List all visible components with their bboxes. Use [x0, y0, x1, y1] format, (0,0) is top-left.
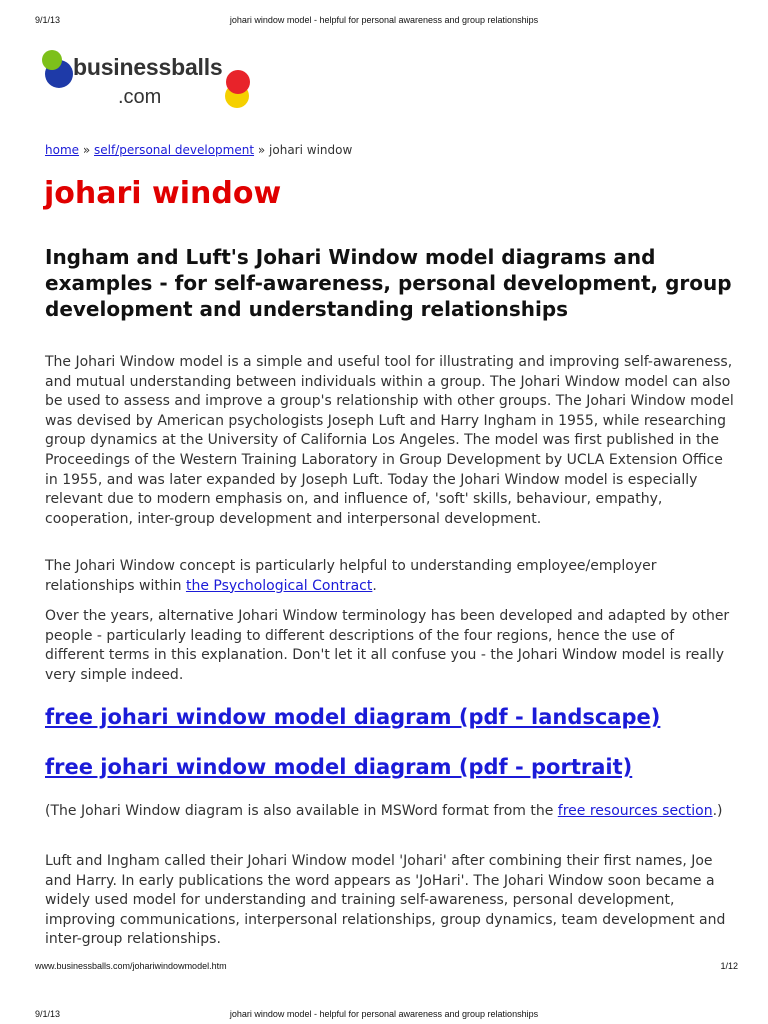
paragraph-text: .)	[712, 803, 723, 819]
terminology-paragraph: Over the years, alternative Johari Window terminology has been developed and adapted by other people - particularly leading to different descriptions of the four regions, hence the use of different terms in this explanation. Don't let it all confuse you - the Johari Window model is really very simple indeed.	[45, 608, 730, 683]
logo-dot-green	[42, 50, 62, 70]
psychological-contract-paragraph	[45, 557, 735, 596]
logo-name: businessballs	[73, 54, 223, 80]
print-title: johari window model - helpful for personal awareness and group relationships	[229, 1009, 539, 1019]
pdf-landscape-link[interactable]: free johari window model diagram (pdf - landscape)	[45, 705, 661, 729]
paragraph-text: The Johari Window concept is particularly helpful to understanding employee/employer relationships within	[45, 558, 657, 594]
breadcrumb-section-link[interactable]: self/personal development	[94, 143, 255, 157]
businessballs-logo[interactable]	[42, 48, 257, 114]
logo-suffix: .com	[118, 86, 162, 108]
msword-paragraph	[45, 802, 735, 822]
pdf-portrait-link[interactable]: free johari window model diagram (pdf - portrait)	[45, 755, 633, 779]
page-subtitle: Ingham and Luft's Johari Window model diagrams and examples - for self-awareness, personal development, group development and understanding relationships	[45, 245, 732, 321]
print-url: www.businessballs.com/johariwindowmodel.htm	[35, 961, 227, 971]
breadcrumb-separator: »	[254, 143, 270, 157]
logo-dot-red	[226, 70, 250, 94]
breadcrumb-current: johari window	[269, 143, 353, 157]
psychological-contract-link[interactable]: the Psychological Contract	[185, 577, 373, 594]
print-title: johari window model - helpful for personal awareness and group relationships	[229, 15, 539, 25]
breadcrumb	[45, 143, 352, 157]
page-title: johari window	[44, 176, 282, 211]
print-date: 9/1/13	[35, 15, 61, 25]
paragraph-text: .	[372, 577, 377, 594]
print-date: 9/1/13	[35, 1009, 61, 1019]
paragraph-text: (The Johari Window diagram is also available in MSWord format from the	[45, 803, 558, 819]
breadcrumb-home-link[interactable]: home	[45, 143, 80, 157]
intro-paragraph: The Johari Window model is a simple and useful tool for illustrating and improving self-awareness, and mutual understanding between individuals within a group. The Johari Window model can also be used to assess and improve a group's relationship with other groups. The Johari Window model was devised by American psychologists Joseph Luft and Harry Ingham in 1955, while researching group dynamics at the University of California Los Angeles. The model was first published in the Proceedings of the Western Training Laboratory in Group Development by UCLA Extension Office in 1955, and was later expanded by Joseph Luft. Today the Johari Window model is especially relevant due to modern emphasis on, and influence of, 'soft' skills, behaviour, empathy, cooperation, inter-group development and interpersonal development.	[45, 354, 734, 527]
free-resources-link[interactable]: free resources section	[557, 803, 713, 819]
breadcrumb-separator: »	[79, 143, 95, 157]
print-page-number: 1/12	[720, 961, 738, 971]
johari-name-paragraph: Luft and Ingham called their Johari Window model 'Johari' after combining their first names, Joe and Harry. In early publications the word appears as 'JoHari'. The Johari Window soon became a widely used model for understanding and training self-awareness, personal development, improving communications, interpersonal relationships, group dynamics, team development and inter-group relationships.	[45, 853, 726, 948]
